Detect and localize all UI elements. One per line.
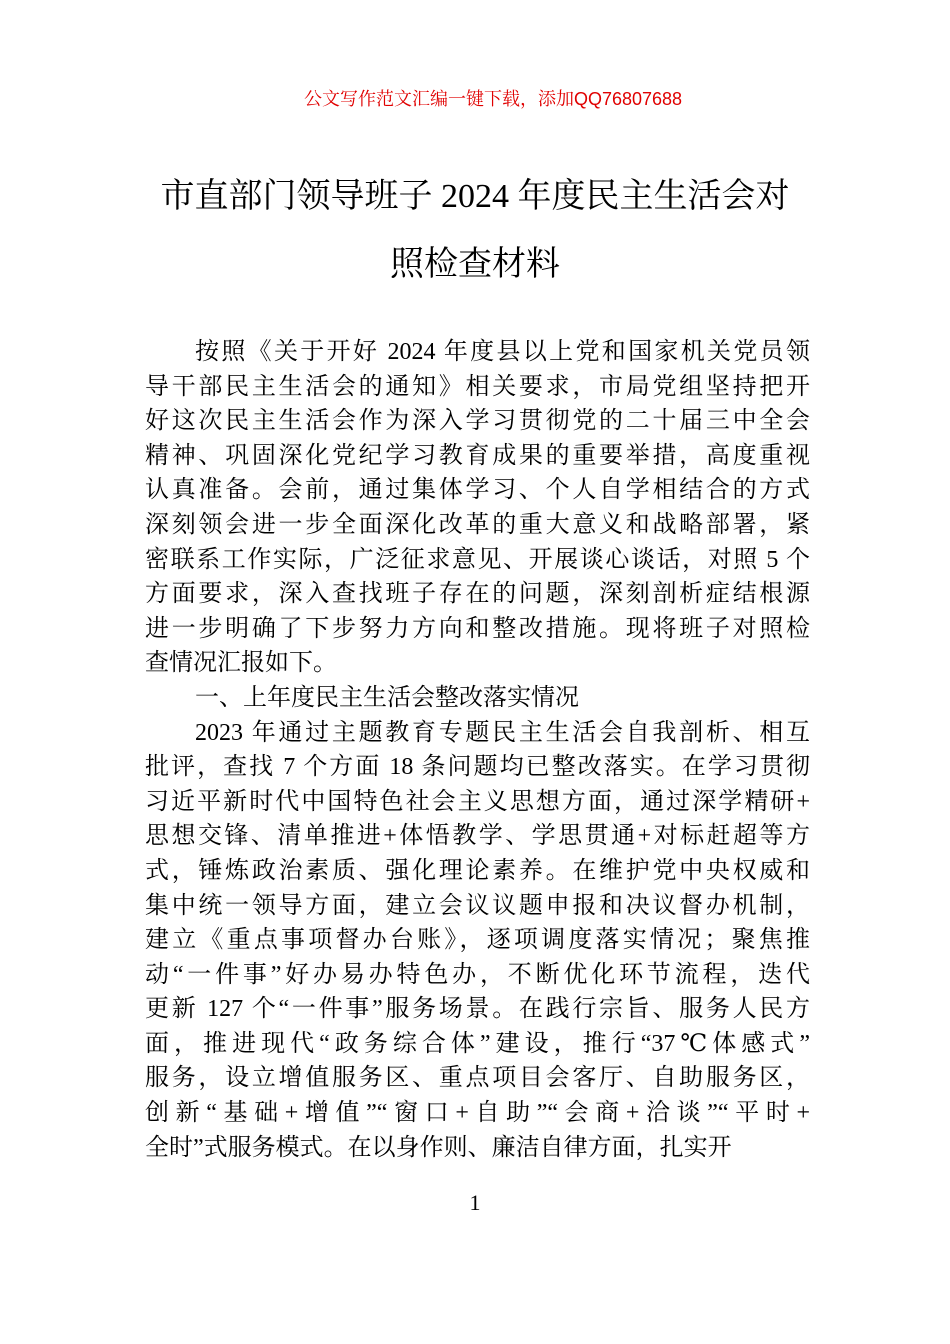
text-line: 查情况汇报如下。	[145, 650, 337, 677]
text-line: 进一步明确了下步努力方向和整改措施。现将班子对照检	[145, 615, 810, 642]
text-line: 面，推进现代“政务综合体”建设，推行“37℃体感式”	[145, 1030, 810, 1057]
header-ad-text: 公文写作范文汇编一键下载，添加QQ76807688	[303, 89, 683, 109]
text-line: 认真准备。会前，通过集体学习、个人自学相结合的方式	[145, 477, 810, 504]
text-line: 深刻领会进一步全面深化改革的重大意义和战略部署，紧	[145, 511, 810, 538]
text-line: 方面要求，深入查找班子存在的问题，深刻剖析症结根源	[145, 581, 810, 608]
text-line: 动“一件事”好办易办特色办，不断优化环节流程，迭代	[145, 961, 810, 988]
text-line: 批评，查找 7 个方面 18 条问题均已整改落实。在学习贯彻	[145, 754, 810, 781]
title-line-2: 照检查材料	[390, 246, 560, 283]
text-line: 导干部民主生活会的通知》相关要求，市局党组坚持把开	[145, 373, 810, 400]
paragraph	[145, 335, 810, 681]
section-heading	[145, 681, 810, 716]
text-line: 集中统一领导方面，建立会议议题申报和决议督办机制，	[145, 892, 810, 919]
text-line: 式，锤炼政治素质、强化理论素养。在维护党中央权威和	[145, 857, 810, 884]
text-line: 精神、巩固深化党纪学习教育成果的重要举措，高度重视	[145, 442, 810, 469]
text-line: 建立《重点事项督办台账》，逐项调度落实情况；聚焦推	[145, 927, 810, 954]
text-line: 密联系工作实际，广泛征求意见、开展谈心谈话，对照 5 个	[145, 546, 810, 573]
text-line: 习近平新时代中国特色社会主义思想方面，通过深学精研+	[145, 788, 810, 815]
text-line: 更新 127 个“一件事”服务场景。在践行宗旨、服务人民方	[145, 996, 810, 1023]
text-line: 全时”式服务模式。在以身作则、廉洁自律方面，扎实开	[145, 1134, 732, 1161]
paragraph	[145, 716, 810, 1166]
document-title	[0, 163, 950, 299]
title-line-1: 市直部门领导班子 2024 年度民主生活会对	[160, 178, 790, 215]
text-line: 一、上年度民主生活会整改落实情况	[195, 684, 579, 711]
text-line: 好这次民主生活会作为深入学习贯彻党的二十届三中全会	[145, 408, 810, 435]
text-line: 按照《关于开好 2024 年度县以上党和国家机关党员领	[195, 339, 810, 365]
text-line: 2023 年通过主题教育专题民主生活会自我剖析、相互	[195, 719, 810, 746]
text-line: 思想交锋、清单推进+体悟教学、学思贯通+对标赶超等方	[145, 823, 810, 850]
text-line: 服务，设立增值服务区、重点项目会客厅、自助服务区，	[145, 1065, 810, 1092]
page-number: 1	[469, 1190, 481, 1215]
text-line: 创新“基础+增值”“窗口+自助”“会商+洽谈”“平时+	[145, 1100, 810, 1127]
document-body	[145, 335, 810, 1165]
